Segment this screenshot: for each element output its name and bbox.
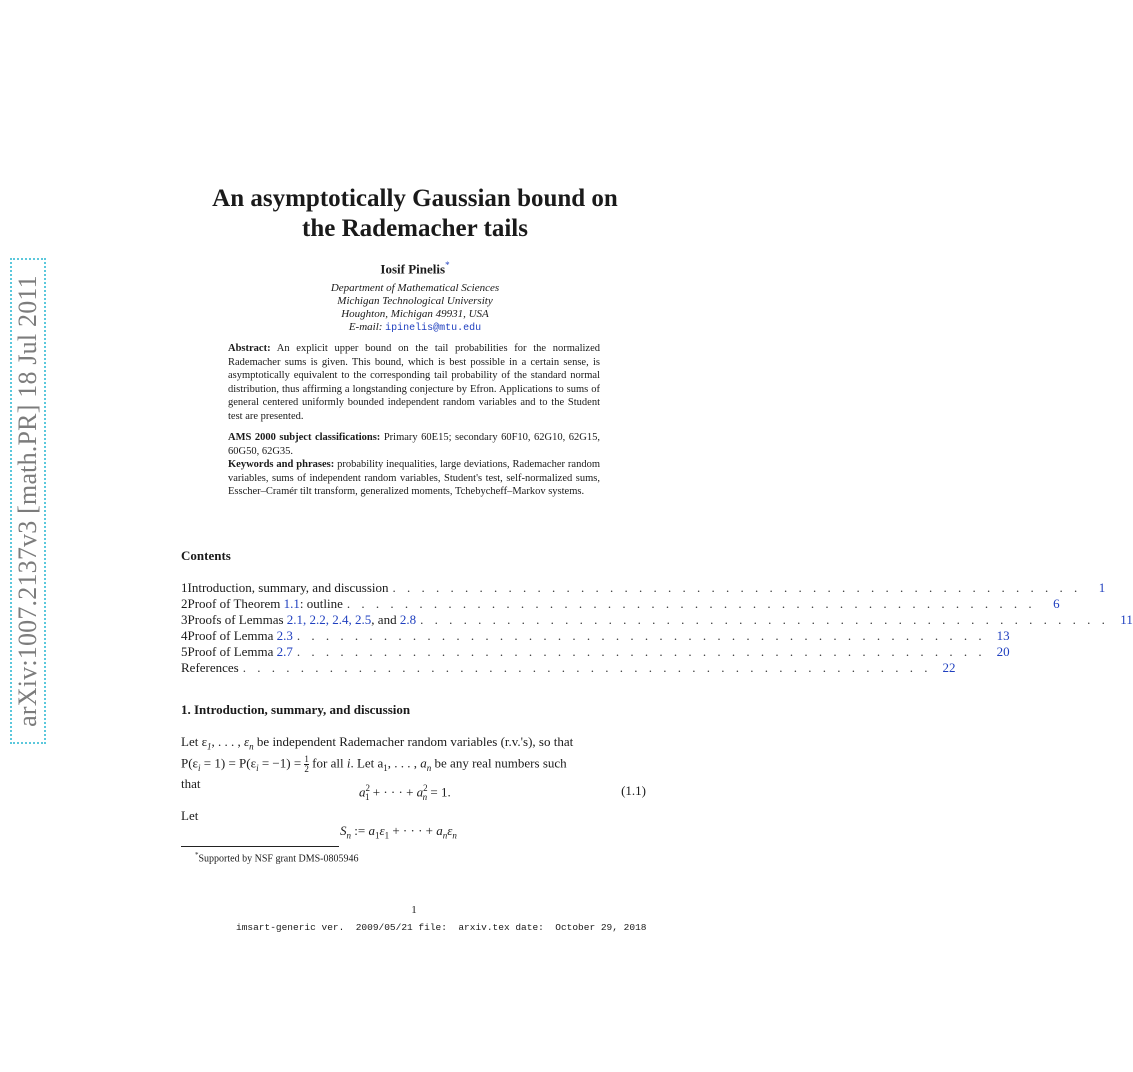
let-text: Let (181, 808, 199, 823)
text: P(ε (181, 755, 199, 771)
affiliation (160, 282, 670, 335)
text: that (181, 775, 201, 791)
toc-title: Introduction, summary, and discussion (187, 580, 389, 595)
paper-title (160, 184, 670, 244)
table-of-contents (181, 580, 1133, 676)
keywords-text: probability inequalities, large deviations, Rademacher random variables, sums of independent random variables, Student's test, self-normalized sums, Esscher–Cramér tilt transform, generalized moments, Tchebycheff–Markov systems. (228, 459, 600, 497)
toc-title: Proof of Lemma 2.3 (187, 628, 293, 643)
abstract-block (228, 342, 600, 499)
title-line-1: An asymptotically Gaussian bound on (212, 185, 618, 212)
one-half-fraction: $\frac{1}{2}$ (304, 753, 309, 774)
text: = −1) = (261, 755, 302, 771)
email-line (160, 321, 670, 335)
toc-page-link[interactable]: 1 (1098, 580, 1106, 595)
ams-label: AMS 2000 subject classifications: (228, 432, 381, 443)
toc-entry[interactable] (181, 580, 1106, 596)
arxiv-id: arXiv:1007.2137v3 [math.PR] 18 Jul 2011 (13, 275, 42, 727)
toc-title: Proof of Theorem 1.1: outline (187, 596, 343, 611)
toc-number: 2 (181, 596, 188, 611)
lemma-link[interactable]: 2.7 (276, 644, 293, 659)
footnote-rule (181, 846, 339, 847)
toc-title: Proof of Lemma 2.7 (187, 644, 293, 659)
lemma-link[interactable]: 2.3 (276, 628, 293, 643)
toc-number: 4 (181, 628, 188, 643)
toc-page-link[interactable]: 22 (942, 660, 956, 675)
toc-number: 5 (181, 644, 188, 659)
author-name: Iosif Pinelis (380, 261, 446, 277)
toc-title: Proofs of Lemmas 2.1, 2.2, 2.4, 2.5, and 2.8 (187, 612, 417, 627)
footnote-text: Supported by NSF grant DMS-0805946 (198, 853, 359, 865)
text: Let ε (181, 734, 208, 749)
toc-page-link[interactable]: 20 (996, 644, 1010, 659)
abstract (228, 342, 600, 423)
keywords-label: Keywords and phrases: (228, 459, 335, 470)
email-label: E-mail: (348, 321, 383, 333)
classification (228, 431, 600, 499)
author-footnote-mark[interactable]: * (445, 260, 450, 270)
footnote-mark: * (195, 851, 199, 859)
equation-number: (1.1) (621, 783, 646, 798)
text: be independent Rademacher random variables (r.v.'s), so that (256, 734, 574, 749)
equation-sn: $S_n$ := $a_1\varepsilon_1$ + · · · + $a_n\varepsilon_n$ (340, 823, 457, 841)
toc-leader: . . . . . . . . . . . . . . . . . . . . . . . . . . . . . . . . . . . . . . . . . . . . . . . . (392, 580, 1082, 595)
affiliation-line: Department of Mathematical Sciences (330, 282, 500, 294)
affiliation-line: Houghton, Michigan 49931, USA (341, 308, 489, 320)
toc-title: References (181, 660, 239, 675)
toc-entry[interactable] (181, 628, 1010, 644)
toc-leader: . . . . . . . . . . . . . . . . . . . . . . . . . . . . . . . . . . . . . . . . . . . . . . . . (420, 612, 1109, 627)
footnote (195, 851, 359, 864)
text: = 1) = P(ε (203, 755, 257, 771)
affiliation-line: Michigan Technological University (337, 295, 493, 307)
arxiv-stamp (10, 258, 46, 744)
toc-leader: . . . . . . . . . . . . . . . . . . . . . . . . . . . . . . . . . . . . . . . . . . . . . . . . (296, 644, 986, 659)
abstract-label: Abstract: (228, 343, 271, 354)
title-line-2: the Rademacher tails (302, 215, 528, 242)
toc-entry[interactable] (181, 660, 956, 676)
section-heading: 1. Introduction, summary, and discussion (181, 702, 411, 717)
toc-leader: . . . . . . . . . . . . . . . . . . . . . . . . . . . . . . . . . . . . . . . . . . . . . . . . (346, 596, 1036, 611)
toc-entry[interactable] (181, 612, 1133, 628)
ams-text: Primary 60E15; secondary 60F10, 62G10, 62G15, 60G50, 62G35. (228, 432, 600, 457)
toc-page-link[interactable]: 6 (1053, 596, 1060, 611)
toc-leader: . . . . . . . . . . . . . . . . . . . . . . . . . . . . . . . . . . . . . . . . . . . . . . . . (242, 660, 932, 675)
abstract-text: An explicit upper bound on the tail probabilities for the normalized Rademacher sums is given. This bound, which is best possible in a certain sense, is asymptotically equivalent to the corresponding tail probability of the standard normal distribution, thus affirming a longstanding conjecture by Efron. Applications to sums of general centered uniformly bounded independent random variables and to the Student test are presented. (228, 343, 601, 422)
author (160, 260, 670, 277)
contents-heading: Contents (181, 548, 231, 563)
text: Let a (356, 755, 384, 771)
toc-page-link[interactable]: 11 (1120, 612, 1133, 627)
text: be any real numbers such (434, 755, 567, 771)
lemma-link[interactable]: 2.8 (399, 612, 417, 627)
page-footer: imsart-generic ver. 2009/05/21 file: arxiv.tex date: October 29, 2018 (236, 922, 647, 933)
theorem-link[interactable]: 1.1 (283, 596, 300, 611)
toc-number: 1 (181, 580, 188, 595)
lemma-links[interactable]: 2.1, 2.2, 2.4, 2.5 (286, 612, 372, 627)
toc-number: 3 (181, 612, 188, 627)
toc-leader: . . . . . . . . . . . . . . . . . . . . . . . . . . . . . . . . . . . . . . . . . . . . . . . . (296, 628, 986, 643)
page-number: 1 (411, 904, 417, 916)
equation-body: $a^2_1$ + · · · + $a^2_n = 1$. (359, 783, 451, 802)
toc-entry[interactable] (181, 644, 1010, 660)
text: for all (312, 755, 344, 771)
email-link[interactable]: ipinelis@mtu.edu (385, 323, 482, 334)
intro-paragraph: Let $\varepsilon_1$, . . . , $\varepsilon_n$ be independent Rademacher random variables (r.v.'s), so that $P(\varepsilon_i = 1) = P(\varepsilon_i = -1)$ = $\frac{1}{2}$ for all i. Let $a_1$, . . . , $a_n$ be any real numbers such that (181, 734, 574, 791)
toc-entry[interactable] (181, 596, 1060, 612)
toc-page-link[interactable]: 13 (996, 628, 1010, 643)
